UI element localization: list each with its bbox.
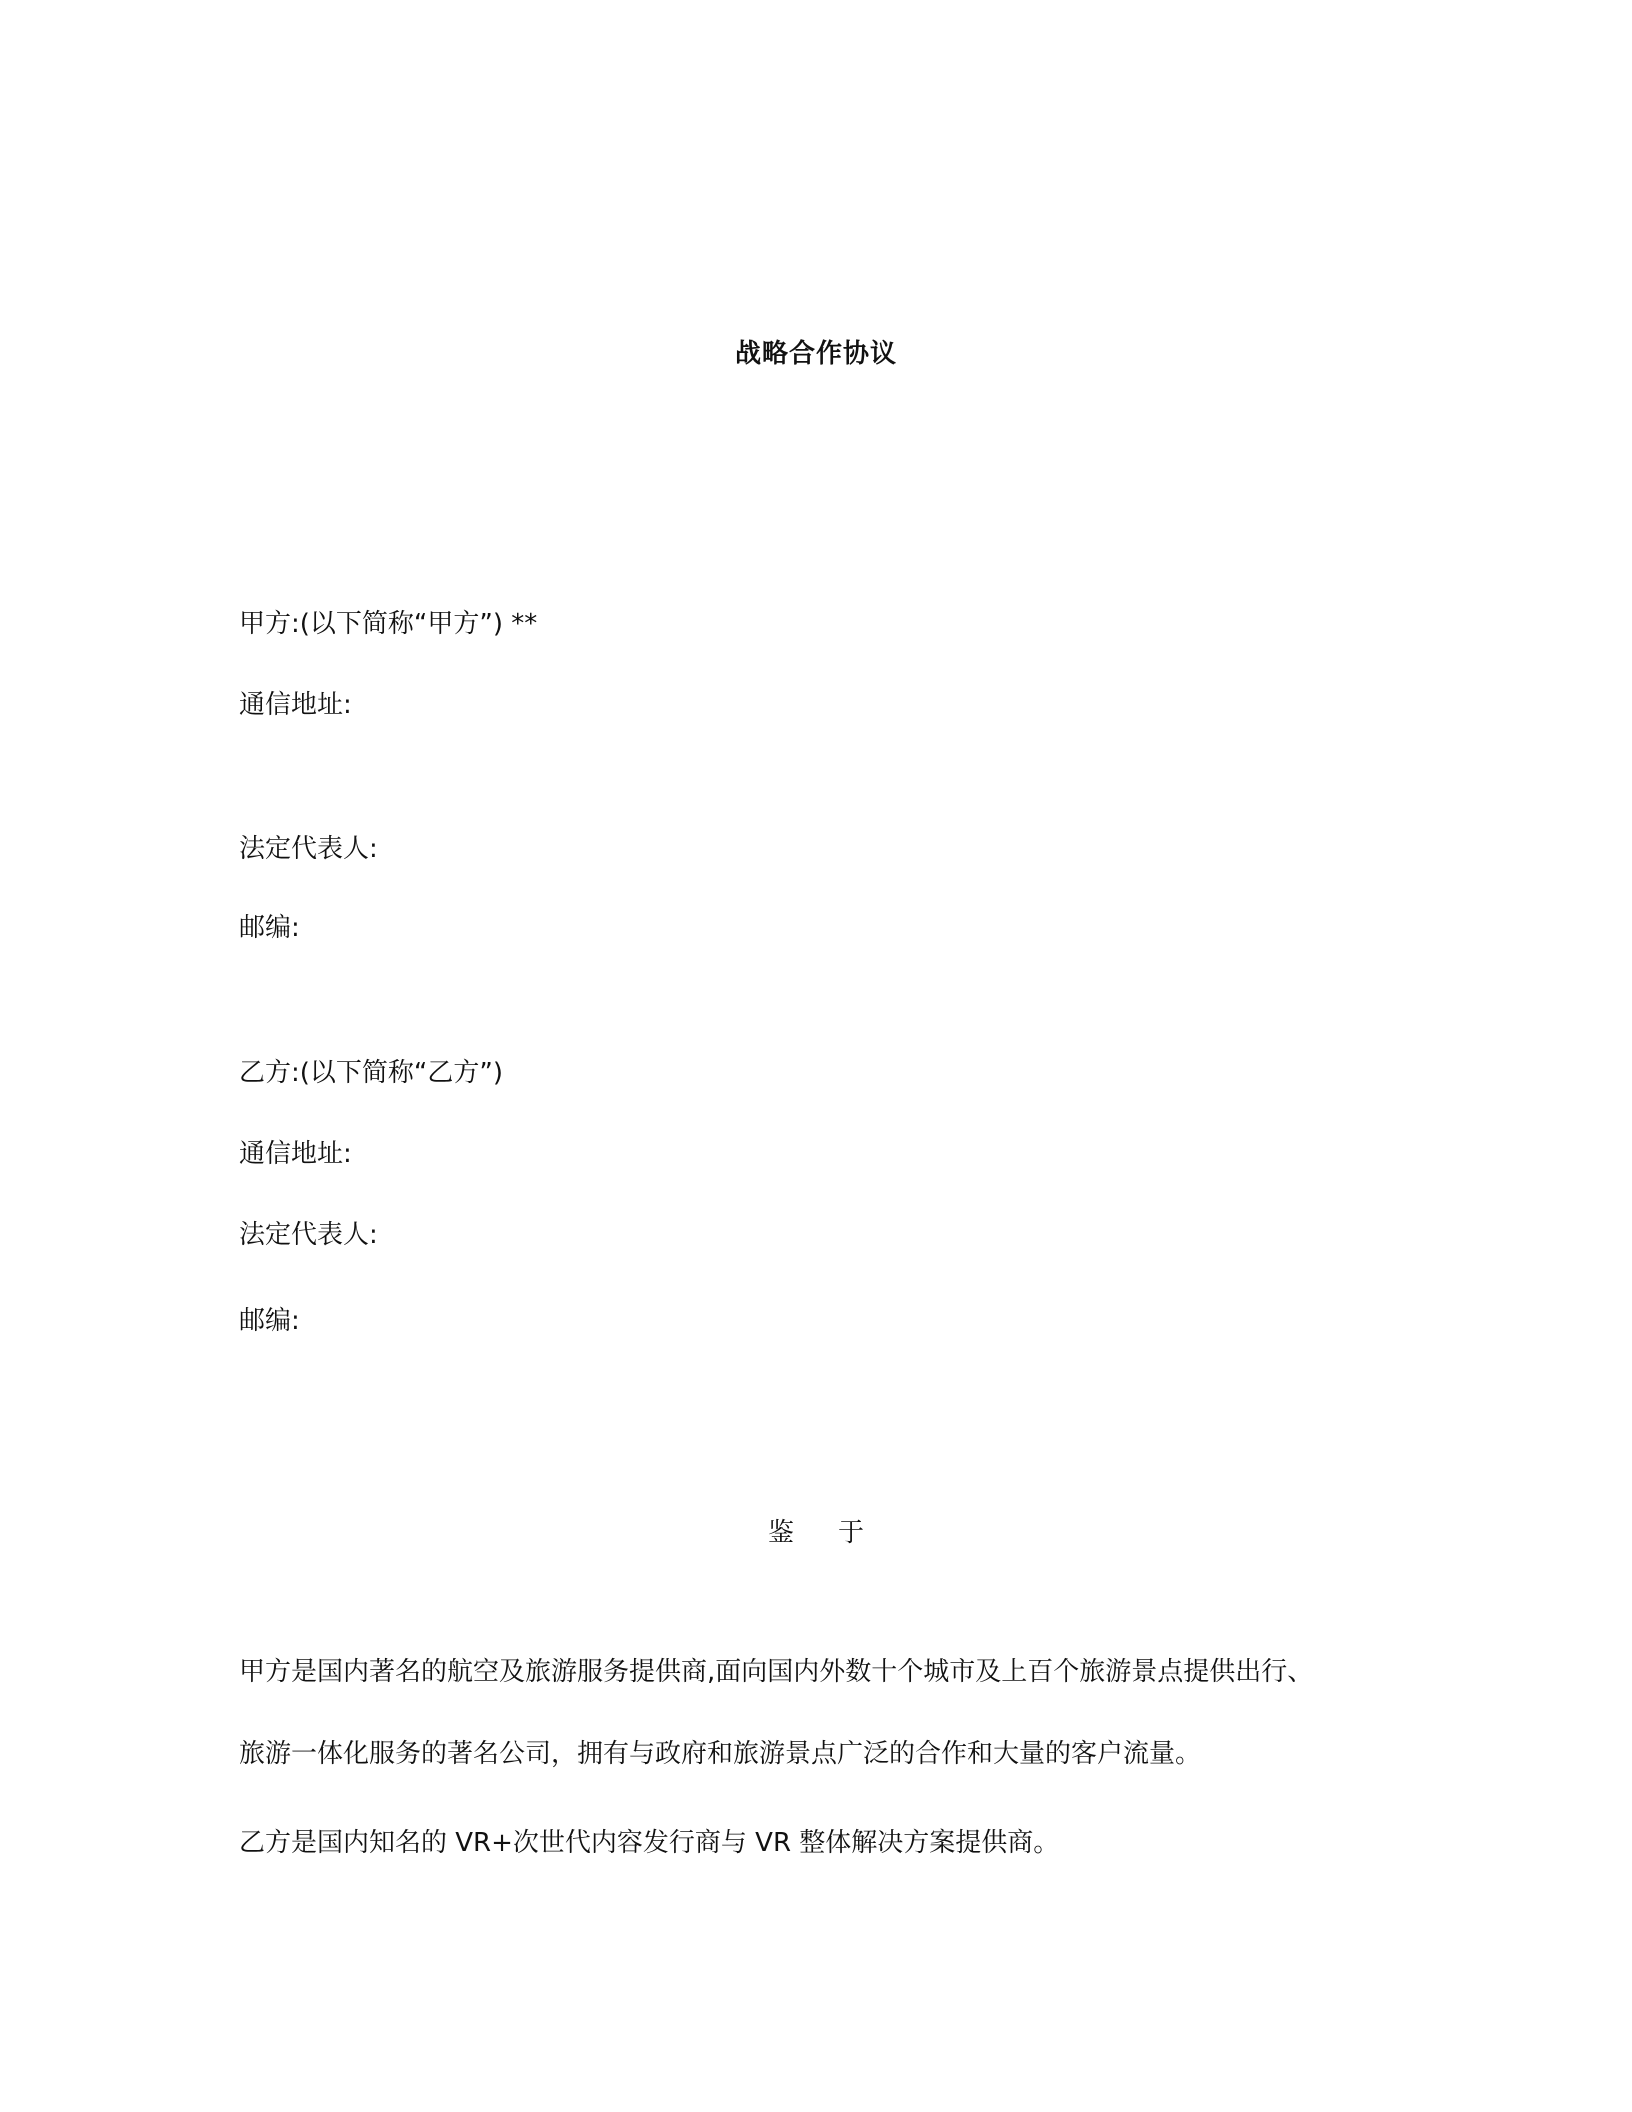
section-heading-char-2: 于 — [838, 1518, 865, 1548]
party-b-postcode-label: 邮编: — [239, 1306, 300, 1336]
party-b-legal-rep-label: 法定代表人: — [239, 1220, 378, 1250]
party-b-name-line: 乙方:(以下简称“乙方”) — [239, 1058, 503, 1088]
paragraph-1-line-1: 甲方是国内著名的航空及旅游服务提供商,面向国内外数十个城市及上百个旅游景点提供出行、 — [239, 1657, 1314, 1687]
section-heading-whereas — [0, 1512, 1632, 1549]
party-b-address-label: 通信地址: — [239, 1139, 352, 1169]
paragraph-2: 乙方是国内知名的 VR+次世代内容发行商与 VR 整体解决方案提供商。 — [239, 1828, 1060, 1858]
document-title: 战略合作协议 — [734, 339, 897, 369]
section-heading-char-1: 鉴 — [767, 1518, 794, 1548]
party-a-address-label: 通信地址: — [239, 690, 352, 720]
paragraph-1-line-2: 旅游一体化服务的著名公司，拥有与政府和旅游景点广泛的合作和大量的客户流量。 — [239, 1739, 1202, 1769]
party-a-name-line: 甲方:(以下简称“甲方”) ** — [239, 609, 538, 639]
party-a-postcode-label: 邮编: — [239, 913, 300, 943]
party-a-legal-rep-label: 法定代表人: — [239, 834, 378, 864]
